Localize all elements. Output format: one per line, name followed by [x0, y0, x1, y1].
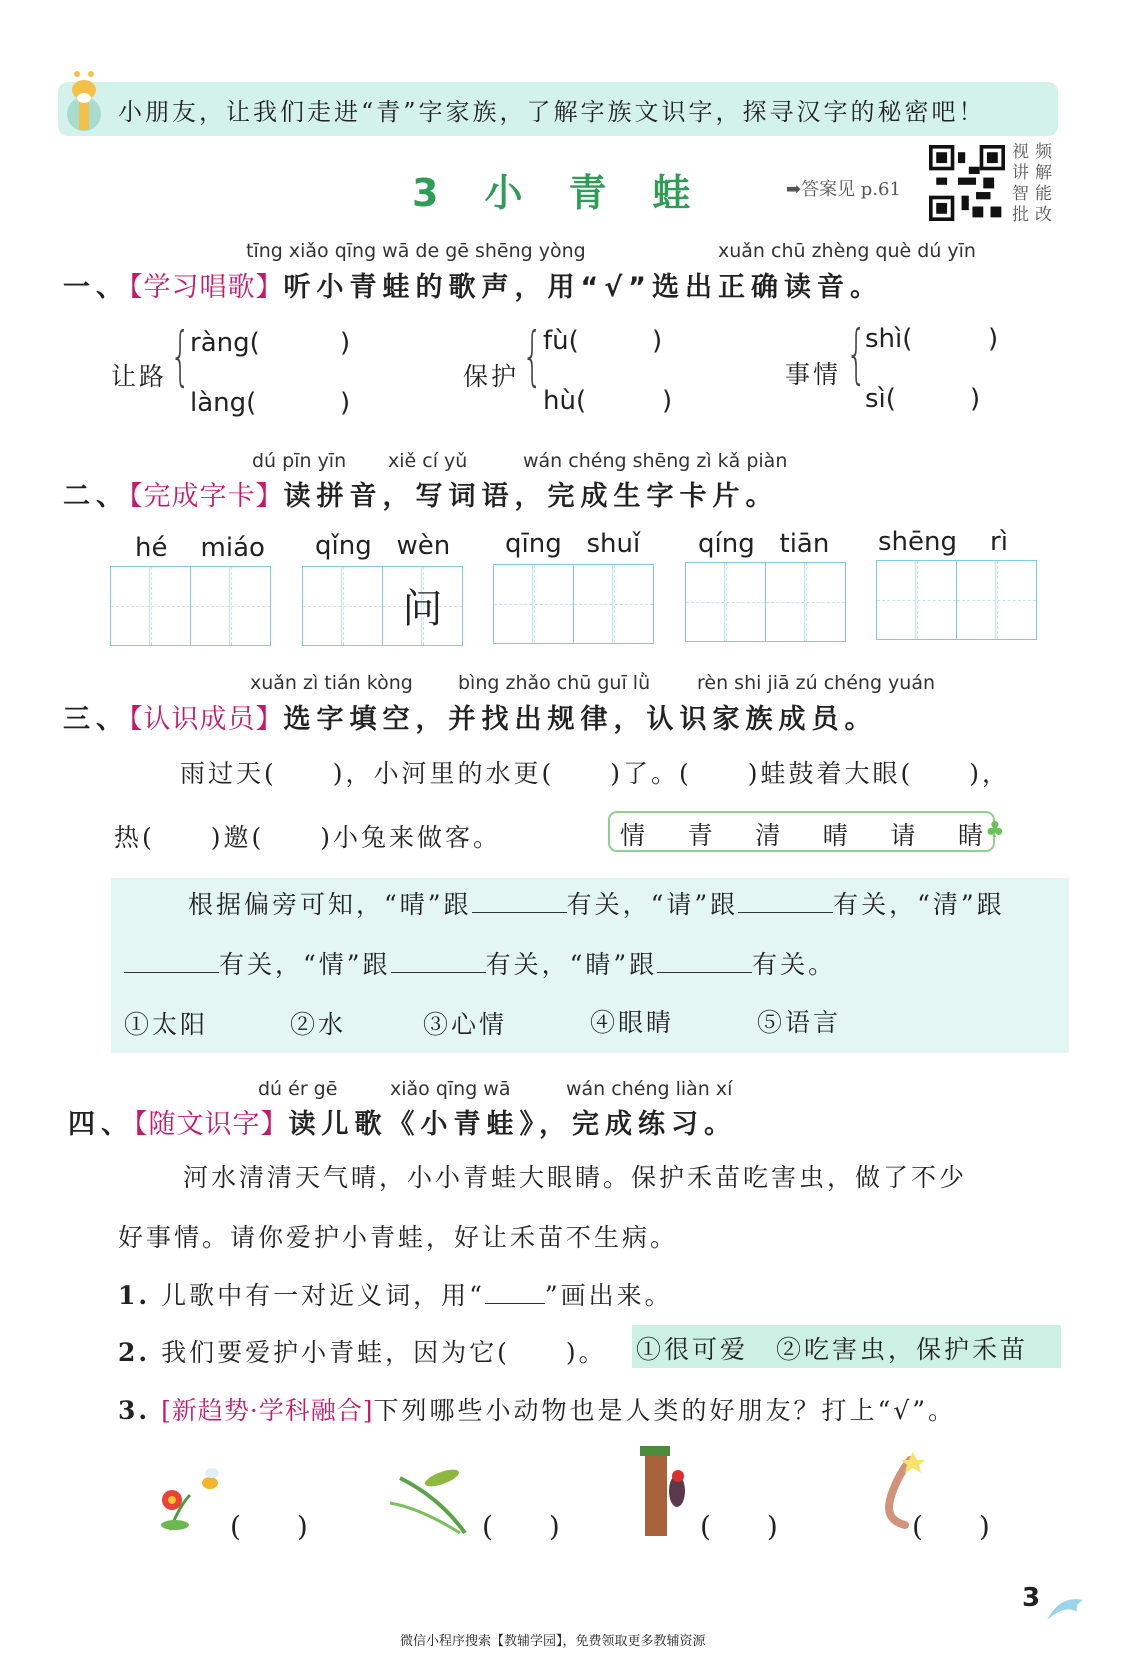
question-3 — [118, 1391, 956, 1427]
choice-char: 清 — [755, 821, 781, 850]
writing-grid[interactable] — [876, 560, 1037, 640]
bee-on-flower-image — [150, 1455, 230, 1535]
option-a[interactable]: shì( — [865, 324, 913, 354]
option-b[interactable]: hù( — [543, 386, 587, 416]
checkbox-paren[interactable]: ( ) — [700, 1510, 778, 1543]
answer-blank[interactable] — [657, 953, 752, 973]
question-text: 儿歌中有一对近义词，用“ — [161, 1281, 485, 1310]
option: ②水 — [290, 1010, 347, 1039]
choice-char: 情 — [620, 821, 646, 850]
question-text: 下列哪些小动物也是人类的好朋友？打上“√”。 — [373, 1396, 957, 1425]
footer-promo: 微信小程序搜索【教辅学园】，免费领取更多教辅资源 — [400, 1634, 706, 1649]
pinyin: rèn shi jiā zú chéng yuán — [697, 672, 936, 694]
option-b[interactable]: làng( — [190, 388, 257, 418]
checkbox-paren[interactable]: ( ) — [912, 1510, 990, 1543]
paren-close: ) — [970, 384, 981, 414]
title-char: 青 — [568, 171, 607, 215]
writing-grid[interactable] — [302, 566, 463, 646]
question-tag: [新趋势·学科融合] — [161, 1396, 374, 1425]
character-choices — [608, 811, 995, 852]
rule-text: 有关，“请”跟 — [566, 890, 739, 919]
checkbox-paren[interactable]: ( ) — [482, 1510, 560, 1543]
question-text[interactable]: 我们要爱护小青蛙，因为它( )。 — [161, 1338, 607, 1367]
section-heading-4 — [68, 1102, 737, 1141]
section-heading-3 — [63, 697, 878, 736]
rule-line-1 — [188, 885, 1005, 921]
rule-text: 有关。 — [752, 950, 837, 979]
word: 事情 — [785, 360, 842, 389]
card-pinyin: qíng tiān — [698, 529, 830, 559]
pinyin: dú pīn yīn — [252, 450, 347, 472]
pinyin: tīng xiǎo qīng wā de gē shēng yòng — [246, 240, 586, 262]
fill-sentence-2[interactable]: 热( )邀( )小兔来做客。 — [114, 823, 502, 852]
woodpecker-image — [640, 1446, 700, 1536]
poem-line: 好事情。请你爱护小青蛙，好让禾苗不生病。 — [118, 1223, 679, 1252]
question-2 — [118, 1333, 607, 1369]
section-tag: 【随文识字】 — [134, 1109, 289, 1140]
choice-char: 青 — [687, 821, 713, 850]
paren-close: ) — [988, 324, 999, 354]
rule-text: 有关，“睛”跟 — [485, 950, 658, 979]
section-instruction: 选字填空，并找出规律，认识家族成员。 — [283, 704, 878, 735]
writing-grid[interactable] — [493, 564, 654, 644]
brace: { — [170, 320, 191, 394]
choice-char: 晴 — [822, 821, 848, 850]
section-number: 三、 — [63, 704, 129, 735]
card-pinyin: qǐng wèn — [315, 531, 451, 561]
brace: { — [846, 318, 867, 392]
qr-code-icon[interactable] — [929, 145, 1005, 221]
brace: { — [522, 320, 543, 394]
section-instruction: 听小青蛙的歌声，用“√”选出正确读音。 — [283, 272, 883, 303]
section-instruction: 读儿歌《小青蛙》，完成练习。 — [288, 1109, 737, 1140]
option-a[interactable]: ràng( — [190, 328, 260, 358]
option: ③心情 — [423, 1010, 508, 1039]
question-number: 1. — [118, 1281, 151, 1310]
paren-close: ) — [652, 326, 663, 356]
card-pinyin: qīng shuǐ — [505, 529, 641, 559]
section-number: 四、 — [68, 1109, 134, 1140]
word: 保护 — [463, 362, 520, 391]
grid-char: 问 — [402, 586, 443, 632]
choice-char: 睛 — [957, 821, 983, 850]
rule-line-2 — [124, 945, 836, 981]
title-char: 蛙 — [652, 171, 691, 215]
section-number: 二、 — [63, 481, 129, 512]
rule-text: 根据偏旁可知，“晴”跟 — [188, 890, 472, 919]
word: 让路 — [111, 362, 168, 391]
pinyin: wán chéng shēng zì kǎ piàn — [523, 450, 788, 472]
checkbox-paren[interactable]: ( ) — [230, 1510, 308, 1543]
section-number: 一、 — [63, 272, 129, 303]
paren-close: ) — [340, 328, 351, 358]
lesson-number: 3 — [412, 171, 439, 215]
dolphin-icon — [1045, 1590, 1087, 1626]
lesson-title — [412, 162, 737, 217]
answer-blank[interactable] — [391, 953, 486, 973]
section-tag: 【认识成员】 — [129, 704, 284, 735]
option-b[interactable]: sì( — [865, 384, 896, 414]
pinyin: bìng zhǎo chū guī lǜ — [458, 672, 651, 694]
option-a[interactable]: fù( — [543, 326, 579, 356]
section-heading-1 — [63, 265, 883, 304]
intro-text: 小朋友，让我们走进“青”字家族，了解字族文识字，探寻汉字的秘密吧！ — [118, 98, 986, 126]
question-text: ”画出来。 — [544, 1281, 673, 1310]
grasshopper-image — [380, 1448, 475, 1536]
section-heading-2 — [63, 474, 779, 513]
answer-blank[interactable] — [124, 953, 219, 973]
poem-line: 河水清清天气晴，小小青蛙大眼睛。保护禾苗吃害虫，做了不少 — [183, 1163, 968, 1192]
section-tag: 【学习唱歌】 — [129, 272, 284, 303]
answer-reference: ➡答案见 p.61 — [786, 179, 901, 200]
question-number: 2. — [118, 1338, 151, 1367]
pinyin: xiě cí yǔ — [388, 450, 468, 472]
answer-blank[interactable] — [485, 1284, 545, 1304]
section-tag: 【完成字卡】 — [129, 481, 284, 512]
option: ①太阳 — [124, 1010, 209, 1039]
giraffe-icon — [64, 70, 104, 136]
writing-grid[interactable] — [110, 566, 271, 646]
paren-close: ) — [340, 388, 351, 418]
pinyin: xuǎn zì tián kòng — [250, 672, 413, 694]
option: ⑤语言 — [757, 1008, 842, 1037]
choice-char: 请 — [890, 821, 916, 850]
section-instruction: 读拼音，写词语，完成生字卡片。 — [283, 481, 779, 512]
writing-grid[interactable] — [685, 562, 846, 642]
title-char: 小 — [484, 171, 523, 215]
question-1 — [118, 1276, 673, 1312]
pinyin: xuǎn chū zhèng què dú yīn — [718, 240, 976, 262]
pinyin: dú ér gē — [258, 1078, 338, 1100]
pinyin: wán chéng liàn xí — [566, 1078, 733, 1100]
paren-close: ) — [662, 386, 673, 416]
option: ④眼睛 — [590, 1008, 675, 1037]
answer-blank[interactable] — [472, 893, 567, 913]
fill-sentence-1[interactable]: 雨过天( )，小河里的水更( )了。( )蛙鼓着大眼( )， — [180, 759, 1011, 788]
question-number: 3. — [118, 1396, 151, 1425]
card-pinyin: hé miáo — [135, 533, 265, 563]
answer-blank[interactable] — [738, 893, 833, 913]
pinyin: xiǎo qīng wā — [390, 1078, 511, 1100]
question-2-options: ①很可爱 ②吃害虫，保护禾苗 — [636, 1335, 1029, 1364]
clover-icon: ♣ — [985, 818, 1005, 843]
qr-caption: 视频讲解 智能批改 — [1012, 142, 1058, 225]
page-number: 3 — [1022, 1583, 1041, 1613]
rule-text: 有关，“清”跟 — [833, 890, 1005, 919]
rule-text: 有关，“情”跟 — [219, 950, 391, 979]
card-pinyin: shēng rì — [878, 527, 1008, 557]
